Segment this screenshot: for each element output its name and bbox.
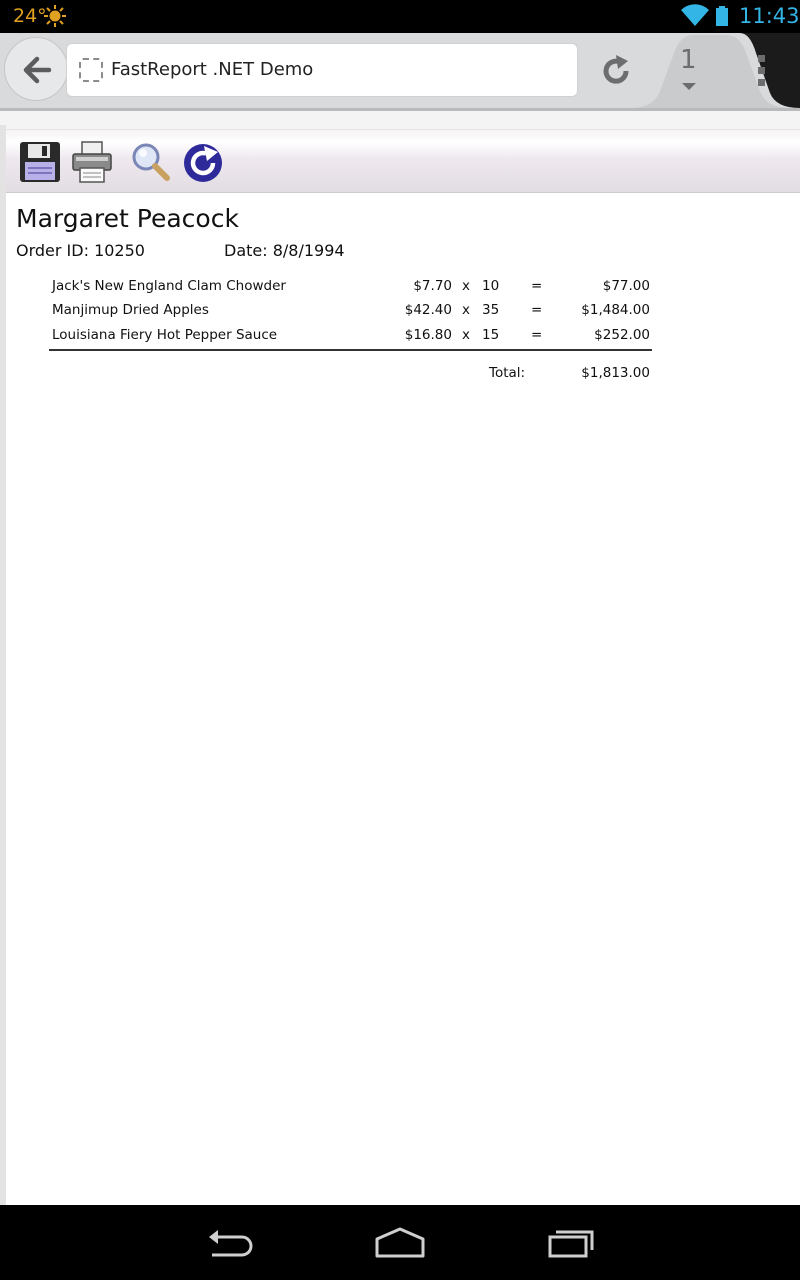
battery-icon xyxy=(716,6,728,26)
equals-sign: = xyxy=(531,327,543,343)
tab-switcher-shape xyxy=(630,33,800,108)
nav-back-icon[interactable] xyxy=(200,1225,260,1261)
total-value: $1,813.00 xyxy=(581,365,650,381)
product-name: Jack's New England Clam Chowder xyxy=(52,278,286,294)
tab-switcher-icon[interactable]: 1 xyxy=(680,45,697,75)
table-row xyxy=(6,278,800,298)
product-name: Louisiana Fiery Hot Pepper Sauce xyxy=(52,327,278,343)
report-page xyxy=(6,194,800,1204)
back-arrow-icon xyxy=(19,52,55,88)
back-button[interactable] xyxy=(4,37,68,101)
tab-dropdown-icon xyxy=(682,83,696,90)
refresh-icon[interactable] xyxy=(182,140,226,184)
nav-home-icon[interactable] xyxy=(370,1225,430,1261)
table-row xyxy=(6,302,800,322)
unit-price: $42.40 xyxy=(404,302,452,318)
equals-sign: = xyxy=(531,278,543,294)
table-row xyxy=(6,327,800,347)
floppy-disk-icon[interactable] xyxy=(18,140,62,184)
quantity: 10 xyxy=(482,278,500,294)
total-rule xyxy=(49,349,652,351)
unit-price: $16.80 xyxy=(404,327,452,343)
printer-icon[interactable] xyxy=(70,140,114,184)
product-name: Manjimup Dried Apples xyxy=(52,302,209,318)
url-bar[interactable] xyxy=(66,43,578,97)
customer-name: Margaret Peacock xyxy=(16,204,239,233)
page-title: FastReport .NET Demo xyxy=(111,59,314,80)
browser-toolbar xyxy=(0,33,800,108)
equals-sign: = xyxy=(531,302,543,318)
line-amount: $252.00 xyxy=(594,327,650,343)
line-amount: $1,484.00 xyxy=(581,302,650,318)
line-amount: $77.00 xyxy=(602,278,650,294)
temperature-readout: 24° xyxy=(13,5,47,27)
quantity: 35 xyxy=(482,302,500,318)
times-sign: x xyxy=(462,278,470,294)
magnifier-icon[interactable] xyxy=(128,140,172,184)
page-icon xyxy=(79,58,103,82)
times-sign: x xyxy=(462,302,470,318)
status-bar xyxy=(0,0,800,33)
overflow-menu-icon[interactable] xyxy=(758,55,768,87)
wifi-icon xyxy=(680,4,710,28)
total-label: Total: xyxy=(489,365,526,381)
order-id: Order ID: 10250 xyxy=(16,241,145,260)
times-sign: x xyxy=(462,327,470,343)
unit-price: $7.70 xyxy=(413,278,452,294)
order-date: Date: 8/8/1994 xyxy=(224,241,345,260)
page-gap xyxy=(0,111,800,129)
nav-recents-icon[interactable] xyxy=(542,1225,602,1261)
system-nav-bar xyxy=(0,1205,800,1280)
clock: 11:43 xyxy=(739,4,800,28)
weather-sun-icon xyxy=(44,5,66,27)
report-toolbar xyxy=(6,129,800,193)
quantity: 15 xyxy=(482,327,500,343)
